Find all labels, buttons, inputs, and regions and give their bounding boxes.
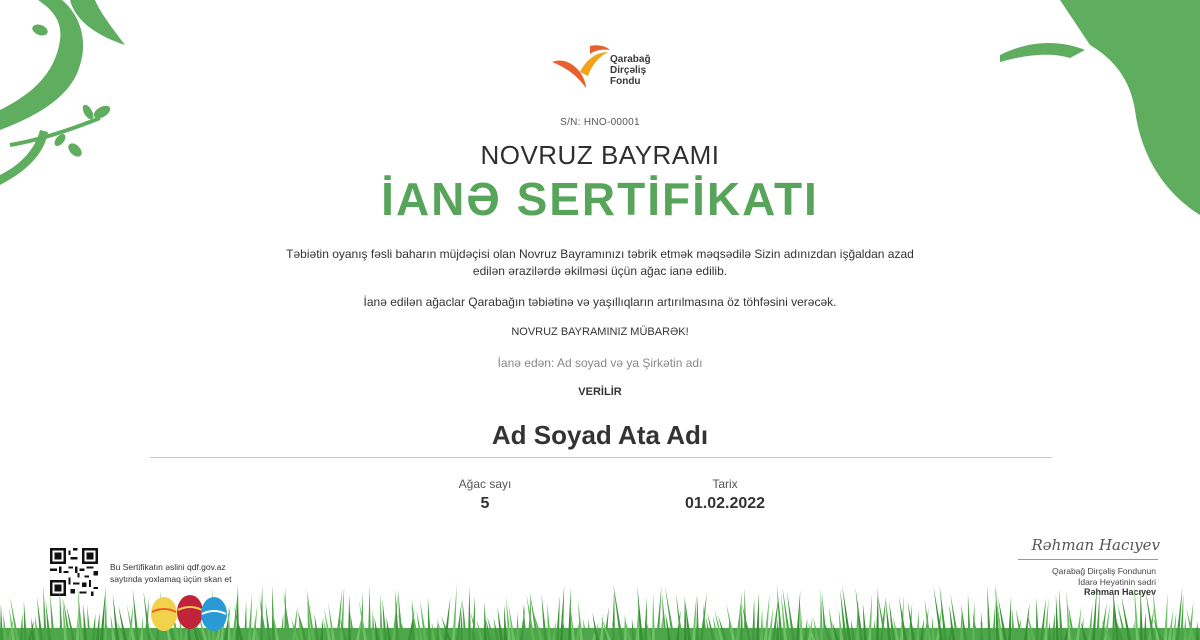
tree-count-label: Ağac sayı — [458, 477, 512, 491]
signatory-name: Rəhman Hacıyev — [1083, 587, 1156, 597]
serial-number: S/N: HNO-00001 — [560, 117, 640, 128]
certificate-paragraph-1: Təbiətin oyanış fəsli baharın müjdəçisi olan Novruz Bayramınızı təbrik etmək məqsədilə Sizin adınızdan işğaldan azad edilən ərazilərdə əkilməsi üçün ağac ianə edilib. — [286, 247, 914, 278]
occasion-title: NOVRUZ BAYRAMI — [480, 140, 720, 170]
logo-line-1: Qarabağ — [610, 54, 651, 65]
painted-eggs-decoration — [148, 590, 238, 640]
recipient-name: Ad Soyad Ata Adı — [491, 420, 709, 450]
signature-text: Rəhman Hacıyev — [1031, 536, 1160, 554]
certificate-title: İANƏ SERTİFİKATI — [381, 173, 819, 225]
donor-placeholder: İanə edən: Ad soyad və ya Şirkətin adı — [497, 356, 703, 370]
phoenix-logo-icon — [550, 40, 610, 90]
given-label: VERİLİR — [578, 386, 622, 398]
date-value: 01.02.2022 — [684, 495, 766, 512]
qr-text-line-2: saytında yoxlamaq üçün skan et — [110, 574, 232, 584]
foundation-logo — [550, 40, 660, 90]
logo-line-3: Fondu — [610, 76, 641, 87]
logo-line-2: Dirçəliş — [610, 65, 647, 76]
qr-text-line-1: Bu Sertifikatın əslini qdf.gov.az — [110, 562, 226, 572]
holiday-greeting: NOVRUZ BAYRAMINIZ MÜBARƏK! — [511, 326, 689, 338]
date-label: Tarix — [712, 477, 738, 491]
certificate-paragraph-2: İanə edilən ağaclar Qarabağın təbiətinə və yaşıllıqların artırılmasına öz töhfəsini verəcək. — [363, 295, 837, 309]
tree-count-value: 5 — [480, 495, 490, 512]
signature-line — [1018, 559, 1158, 560]
name-divider — [150, 457, 1052, 458]
signatory-title-line-1: Qarabağ Dirçəliş Fondunun — [1052, 566, 1156, 576]
signatory-title-line-2: İdarə Heyətinin sədri — [1078, 577, 1156, 587]
